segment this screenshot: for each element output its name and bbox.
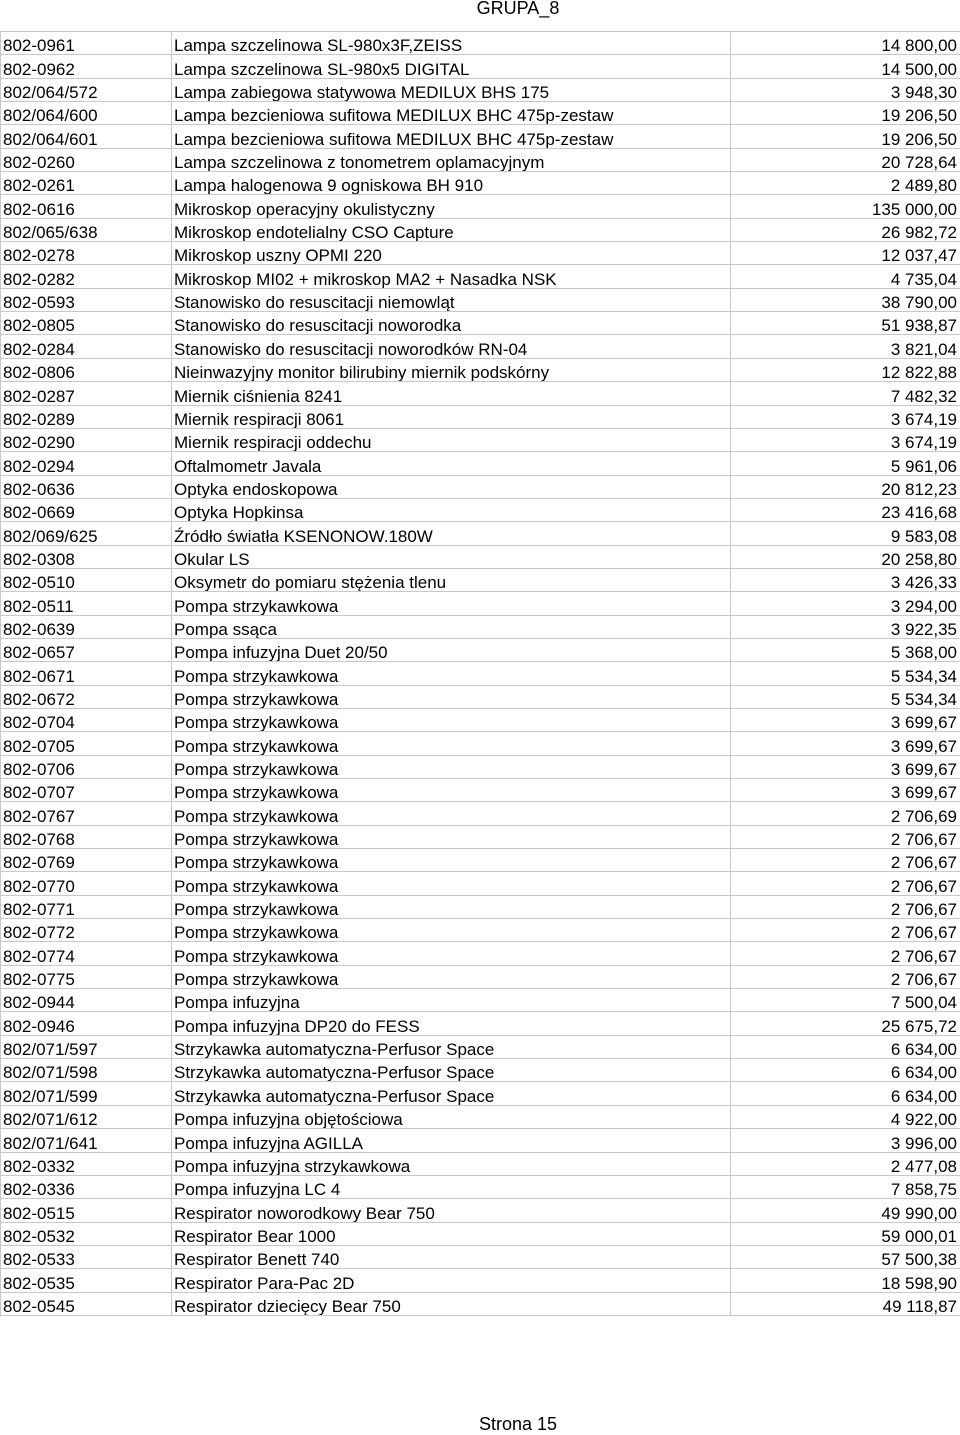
- table-row: [1, 148, 960, 171]
- item-price-cell: 3 699,67: [731, 708, 960, 731]
- item-name-cell: Mikroskop MI02 + mikroskop MA2 + Nasadka NSK: [172, 265, 731, 288]
- item-price-cell: 5 961,06: [731, 452, 960, 475]
- item-name-cell: Optyka endoskopowa: [172, 475, 731, 498]
- item-name-cell: Respirator dziecięcy Bear 750: [172, 1292, 731, 1315]
- item-code-cell: 802-0769: [1, 849, 172, 872]
- item-price-cell: 3 996,00: [731, 1129, 960, 1152]
- item-code-cell: 802-0669: [1, 498, 172, 521]
- table-row: [1, 825, 960, 848]
- table-row: [1, 1059, 960, 1082]
- table-row: [1, 1152, 960, 1175]
- item-name-cell: Lampa szczelinowa SL-980x3F,ZEISS: [172, 32, 731, 55]
- item-code-cell: 802-0639: [1, 615, 172, 638]
- table-row: [1, 288, 960, 311]
- item-price-cell: 19 206,50: [731, 125, 960, 148]
- item-name-cell: Pompa strzykawkowa: [172, 849, 731, 872]
- item-price-cell: 2 706,67: [731, 942, 960, 965]
- item-name-cell: Pompa infuzyjna LC 4: [172, 1175, 731, 1198]
- item-code-cell: 802/064/572: [1, 78, 172, 101]
- table-row: [1, 895, 960, 918]
- item-price-cell: 20 812,23: [731, 475, 960, 498]
- item-code-cell: 802-0774: [1, 942, 172, 965]
- item-price-cell: 20 728,64: [731, 148, 960, 171]
- item-price-cell: 14 500,00: [731, 55, 960, 78]
- item-code-cell: 802-0593: [1, 288, 172, 311]
- item-price-cell: 5 534,34: [731, 662, 960, 685]
- table-row: [1, 779, 960, 802]
- item-code-cell: 802-0282: [1, 265, 172, 288]
- item-price-cell: 38 790,00: [731, 288, 960, 311]
- item-price-cell: 6 634,00: [731, 1035, 960, 1058]
- item-name-cell: Stanowisko do resuscitacji noworodka: [172, 312, 731, 335]
- item-price-cell: 5 368,00: [731, 638, 960, 661]
- item-name-cell: Respirator Benett 740: [172, 1245, 731, 1268]
- table-row: [1, 989, 960, 1012]
- item-price-cell: 4 735,04: [731, 265, 960, 288]
- table-row: [1, 1129, 960, 1152]
- item-code-cell: 802/071/641: [1, 1129, 172, 1152]
- item-code-cell: 802-0671: [1, 662, 172, 685]
- table-row: [1, 242, 960, 265]
- table-row: [1, 1292, 960, 1315]
- table-row: [1, 965, 960, 988]
- item-price-cell: 3 294,00: [731, 592, 960, 615]
- item-price-cell: 2 706,67: [731, 825, 960, 848]
- item-price-cell: 2 706,67: [731, 872, 960, 895]
- item-name-cell: Pompa strzykawkowa: [172, 965, 731, 988]
- table-row: [1, 568, 960, 591]
- item-name-cell: Pompa infuzyjna Duet 20/50: [172, 638, 731, 661]
- item-code-cell: 802/064/600: [1, 102, 172, 125]
- item-name-cell: Pompa strzykawkowa: [172, 919, 731, 942]
- item-price-cell: 7 482,32: [731, 382, 960, 405]
- table-row: [1, 522, 960, 545]
- item-code-cell: 802-0706: [1, 755, 172, 778]
- item-code-cell: 802-0533: [1, 1245, 172, 1268]
- item-code-cell: 802-0704: [1, 708, 172, 731]
- table-row: [1, 755, 960, 778]
- item-name-cell: Pompa strzykawkowa: [172, 895, 731, 918]
- table-row: [1, 1199, 960, 1222]
- table-row: [1, 32, 960, 55]
- item-code-cell: 802-0294: [1, 452, 172, 475]
- item-price-cell: 3 821,04: [731, 335, 960, 358]
- item-name-cell: Pompa infuzyjna DP20 do FESS: [172, 1012, 731, 1035]
- table-row: [1, 802, 960, 825]
- item-name-cell: Lampa bezcieniowa sufitowa MEDILUX BHC 475p-zestaw: [172, 102, 731, 125]
- table-row: [1, 78, 960, 101]
- item-code-cell: 802-0944: [1, 989, 172, 1012]
- item-name-cell: Pompa ssąca: [172, 615, 731, 638]
- item-name-cell: Pompa strzykawkowa: [172, 755, 731, 778]
- table-row: [1, 872, 960, 895]
- item-price-cell: 3 674,19: [731, 405, 960, 428]
- item-code-cell: 802-0657: [1, 638, 172, 661]
- item-code-cell: 802-0289: [1, 405, 172, 428]
- item-price-cell: 20 258,80: [731, 545, 960, 568]
- item-code-cell: 802-0278: [1, 242, 172, 265]
- item-name-cell: Pompa strzykawkowa: [172, 872, 731, 895]
- item-name-cell: Pompa infuzyjna strzykawkowa: [172, 1152, 731, 1175]
- item-code-cell: 802-0705: [1, 732, 172, 755]
- item-name-cell: Mikroskop operacyjny okulistyczny: [172, 195, 731, 218]
- item-name-cell: Lampa halogenowa 9 ogniskowa BH 910: [172, 172, 731, 195]
- table-row: [1, 125, 960, 148]
- item-name-cell: Pompa strzykawkowa: [172, 732, 731, 755]
- item-price-cell: 14 800,00: [731, 32, 960, 55]
- item-name-cell: Mikroskop endotelialny CSO Capture: [172, 218, 731, 241]
- item-price-cell: 2 477,08: [731, 1152, 960, 1175]
- table-row: [1, 919, 960, 942]
- table-row: [1, 1269, 960, 1292]
- item-name-cell: Lampa bezcieniowa sufitowa MEDILUX BHC 475p-zestaw: [172, 125, 731, 148]
- item-name-cell: Nieinwazyjny monitor bilirubiny miernik podskórny: [172, 358, 731, 381]
- item-code-cell: 802-0332: [1, 1152, 172, 1175]
- item-name-cell: Pompa strzykawkowa: [172, 942, 731, 965]
- item-name-cell: Pompa strzykawkowa: [172, 779, 731, 802]
- table-row: [1, 172, 960, 195]
- item-name-cell: Pompa infuzyjna AGILLA: [172, 1129, 731, 1152]
- item-price-cell: 59 000,01: [731, 1222, 960, 1245]
- item-price-cell: 3 699,67: [731, 732, 960, 755]
- table-row: [1, 1105, 960, 1128]
- item-price-cell: 3 426,33: [731, 568, 960, 591]
- group-title: GRUPA_8: [476, 0, 560, 18]
- table-row: [1, 218, 960, 241]
- item-price-cell: 3 948,30: [731, 78, 960, 101]
- table-row: [1, 1175, 960, 1198]
- item-name-cell: Stanowisko do resuscitacji noworodków RN-04: [172, 335, 731, 358]
- item-code-cell: 802-0946: [1, 1012, 172, 1035]
- item-name-cell: Lampa szczelinowa SL-980x5 DIGITAL: [172, 55, 731, 78]
- table-row: [1, 732, 960, 755]
- inventory-table: [0, 31, 960, 1316]
- item-price-cell: 4 922,00: [731, 1105, 960, 1128]
- item-code-cell: 802/069/625: [1, 522, 172, 545]
- item-name-cell: Strzykawka automatyczna-Perfusor Space: [172, 1082, 731, 1105]
- item-price-cell: 2 706,67: [731, 965, 960, 988]
- item-name-cell: Pompa infuzyjna objętościowa: [172, 1105, 731, 1128]
- table-row: [1, 428, 960, 451]
- inventory-table-body: [1, 32, 960, 1316]
- item-name-cell: Pompa strzykawkowa: [172, 825, 731, 848]
- item-name-cell: Strzykawka automatyczna-Perfusor Space: [172, 1059, 731, 1082]
- item-code-cell: 802-0308: [1, 545, 172, 568]
- item-code-cell: 802-0672: [1, 685, 172, 708]
- table-row: [1, 1012, 960, 1035]
- page-footer: [0, 1415, 960, 1433]
- item-price-cell: 2 706,69: [731, 802, 960, 825]
- item-price-cell: 18 598,90: [731, 1269, 960, 1292]
- item-code-cell: 802-0336: [1, 1175, 172, 1198]
- item-code-cell: 802-0770: [1, 872, 172, 895]
- table-row: [1, 1245, 960, 1268]
- item-price-cell: 3 922,35: [731, 615, 960, 638]
- item-name-cell: Miernik ciśnienia 8241: [172, 382, 731, 405]
- table-row: [1, 662, 960, 685]
- item-name-cell: Respirator Bear 1000: [172, 1222, 731, 1245]
- item-code-cell: 802-0532: [1, 1222, 172, 1245]
- item-code-cell: 802-0515: [1, 1199, 172, 1222]
- item-code-cell: 802-0535: [1, 1269, 172, 1292]
- item-name-cell: Mikroskop uszny OPMI 220: [172, 242, 731, 265]
- table-row: [1, 195, 960, 218]
- item-price-cell: 2 706,67: [731, 849, 960, 872]
- item-code-cell: 802-0767: [1, 802, 172, 825]
- item-price-cell: 3 674,19: [731, 428, 960, 451]
- item-code-cell: 802-0287: [1, 382, 172, 405]
- item-code-cell: 802-0771: [1, 895, 172, 918]
- table-row: [1, 685, 960, 708]
- item-code-cell: 802/071/599: [1, 1082, 172, 1105]
- item-price-cell: 135 000,00: [731, 195, 960, 218]
- item-name-cell: Okular LS: [172, 545, 731, 568]
- item-name-cell: Optyka Hopkinsa: [172, 498, 731, 521]
- item-code-cell: 802-0775: [1, 965, 172, 988]
- table-row: [1, 708, 960, 731]
- item-code-cell: 802-0261: [1, 172, 172, 195]
- item-code-cell: 802-0511: [1, 592, 172, 615]
- item-code-cell: 802-0961: [1, 32, 172, 55]
- table-row: [1, 55, 960, 78]
- item-code-cell: 802-0636: [1, 475, 172, 498]
- table-row: [1, 498, 960, 521]
- item-price-cell: 23 416,68: [731, 498, 960, 521]
- table-row: [1, 849, 960, 872]
- table-row: [1, 592, 960, 615]
- item-price-cell: 6 634,00: [731, 1082, 960, 1105]
- item-price-cell: 25 675,72: [731, 1012, 960, 1035]
- table-row: [1, 545, 960, 568]
- table-row: [1, 1082, 960, 1105]
- table-row: [1, 638, 960, 661]
- item-price-cell: 12 822,88: [731, 358, 960, 381]
- item-code-cell: 802-0290: [1, 428, 172, 451]
- item-price-cell: 2 706,67: [731, 895, 960, 918]
- item-name-cell: Lampa szczelinowa z tonometrem oplamacyjnym: [172, 148, 731, 171]
- item-name-cell: Oksymetr do pomiaru stężenia tlenu: [172, 568, 731, 591]
- item-code-cell: 802-0707: [1, 779, 172, 802]
- item-price-cell: 5 534,34: [731, 685, 960, 708]
- item-price-cell: 51 938,87: [731, 312, 960, 335]
- page-header: [0, 0, 960, 22]
- table-row: [1, 475, 960, 498]
- item-price-cell: 57 500,38: [731, 1245, 960, 1268]
- item-name-cell: Pompa strzykawkowa: [172, 592, 731, 615]
- item-price-cell: 49 118,87: [731, 1292, 960, 1315]
- item-code-cell: 802-0772: [1, 919, 172, 942]
- table-row: [1, 335, 960, 358]
- item-code-cell: 802-0616: [1, 195, 172, 218]
- item-name-cell: Strzykawka automatyczna-Perfusor Space: [172, 1035, 731, 1058]
- table-row: [1, 358, 960, 381]
- table-row: [1, 405, 960, 428]
- page-number: Strona 15: [478, 1414, 558, 1434]
- item-price-cell: 3 699,67: [731, 755, 960, 778]
- item-price-cell: 12 037,47: [731, 242, 960, 265]
- table-row: [1, 452, 960, 475]
- item-price-cell: 7 500,04: [731, 989, 960, 1012]
- item-code-cell: 802/065/638: [1, 218, 172, 241]
- item-name-cell: Lampa zabiegowa statywowa MEDILUX BHS 175: [172, 78, 731, 101]
- table-row: [1, 102, 960, 125]
- item-price-cell: 2 706,67: [731, 919, 960, 942]
- item-name-cell: Respirator noworodkowy Bear 750: [172, 1199, 731, 1222]
- item-name-cell: Pompa strzykawkowa: [172, 802, 731, 825]
- item-code-cell: 802-0260: [1, 148, 172, 171]
- item-name-cell: Pompa strzykawkowa: [172, 685, 731, 708]
- item-code-cell: 802-0284: [1, 335, 172, 358]
- item-price-cell: 7 858,75: [731, 1175, 960, 1198]
- item-code-cell: 802-0805: [1, 312, 172, 335]
- item-code-cell: 802/071/612: [1, 1105, 172, 1128]
- table-row: [1, 382, 960, 405]
- item-code-cell: 802/064/601: [1, 125, 172, 148]
- item-name-cell: Miernik respiracji oddechu: [172, 428, 731, 451]
- item-code-cell: 802-0768: [1, 825, 172, 848]
- table-row: [1, 942, 960, 965]
- item-code-cell: 802-0806: [1, 358, 172, 381]
- table-row: [1, 312, 960, 335]
- item-code-cell: 802/071/597: [1, 1035, 172, 1058]
- item-price-cell: 2 489,80: [731, 172, 960, 195]
- item-price-cell: 3 699,67: [731, 779, 960, 802]
- table-row: [1, 615, 960, 638]
- item-price-cell: 26 982,72: [731, 218, 960, 241]
- item-name-cell: Pompa infuzyjna: [172, 989, 731, 1012]
- item-name-cell: Respirator Para-Pac 2D: [172, 1269, 731, 1292]
- item-code-cell: 802-0510: [1, 568, 172, 591]
- item-name-cell: Stanowisko do resuscitacji niemowląt: [172, 288, 731, 311]
- table-row: [1, 1035, 960, 1058]
- item-price-cell: 19 206,50: [731, 102, 960, 125]
- item-code-cell: 802/071/598: [1, 1059, 172, 1082]
- item-name-cell: Pompa strzykawkowa: [172, 662, 731, 685]
- item-code-cell: 802-0962: [1, 55, 172, 78]
- item-name-cell: Miernik respiracji 8061: [172, 405, 731, 428]
- item-price-cell: 9 583,08: [731, 522, 960, 545]
- item-name-cell: Oftalmometr Javala: [172, 452, 731, 475]
- table-row: [1, 265, 960, 288]
- item-name-cell: Pompa strzykawkowa: [172, 708, 731, 731]
- item-code-cell: 802-0545: [1, 1292, 172, 1315]
- table-row: [1, 1222, 960, 1245]
- item-price-cell: 6 634,00: [731, 1059, 960, 1082]
- item-name-cell: Źródło światła KSENONOW.180W: [172, 522, 731, 545]
- item-price-cell: 49 990,00: [731, 1199, 960, 1222]
